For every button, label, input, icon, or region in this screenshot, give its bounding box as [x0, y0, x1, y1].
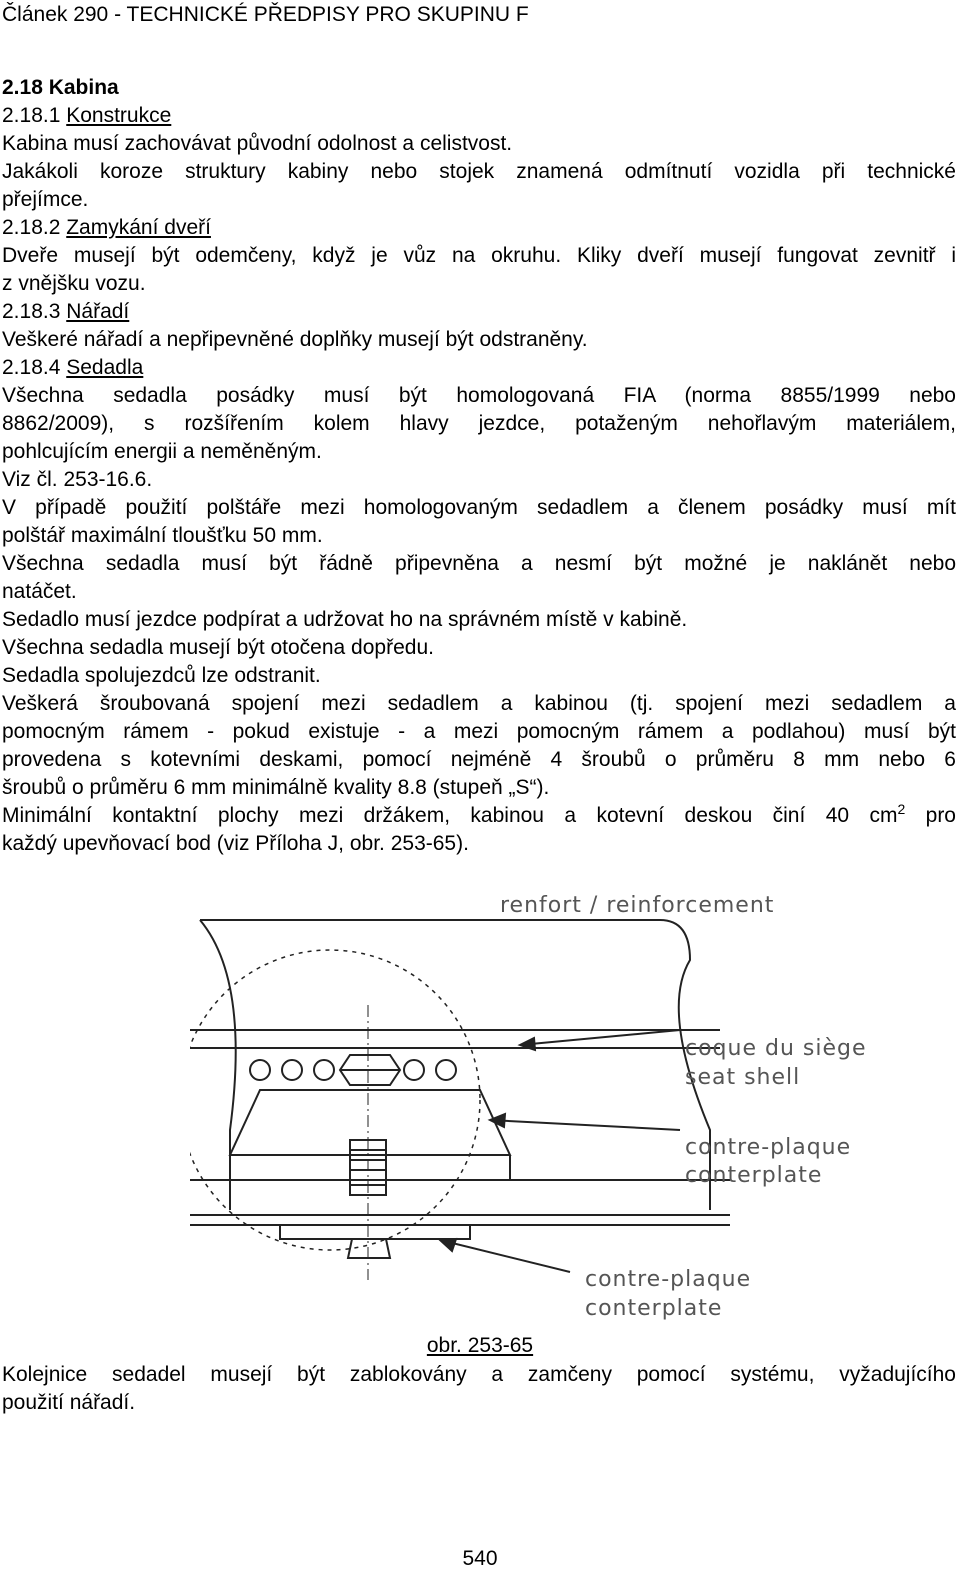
subsection-heading-construction	[2, 102, 956, 130]
paragraph-line: každý upevňovací bod (viz Příloha J, obr. 253-65).	[2, 832, 469, 855]
label-counterplate2-fr: contre-plaque	[585, 1267, 752, 1292]
subsection-heading-door-locking	[2, 214, 956, 242]
paragraph-line: Veškerá šroubovaná spojení mezi sedadlem a kabinou (tj. spojení mezi sedadlem a	[2, 692, 956, 715]
paragraph-line: Kabina musí zachovávat původní odolnost a celistvost.	[2, 132, 513, 155]
paragraph-line: provedena s kotevními deskami, pomocí nejméně 4 šroubů o průměru 8 mm nebo 6	[2, 748, 956, 771]
paragraph-line: Jakákoli koroze struktury kabiny nebo stojek znamená odmítnutí vozidla při technické	[2, 160, 956, 183]
label-counterplate2-en: conterplate	[585, 1296, 723, 1321]
paragraph-line: Všechna sedadla musejí být otočena dopředu.	[2, 636, 434, 659]
superscript: 2	[897, 801, 906, 817]
subsection-number: 2.18.1	[2, 104, 67, 127]
paragraph-line: Všechna sedadla musí být řádně připevněna a nesmí být možné je naklánět nebo	[2, 552, 956, 575]
paragraph-line: 8862/2009), s rozšířením kolem hlavy jezdce, potaženým nehořlavým materiálem,	[2, 412, 956, 435]
figure-caption: obr. 253-65	[426, 1334, 534, 1357]
paragraph-line: přejímce.	[2, 188, 89, 211]
subsection-number: 2.18.2	[2, 216, 67, 239]
paragraph-line: z vnějšku vozu.	[2, 272, 146, 295]
subsection-title: Konstrukce	[66, 104, 172, 127]
paragraph-line: Dveře musejí být odemčeny, když je vůz na okruhu. Kliky dveří musejí fungovat zevnitř i	[2, 244, 956, 267]
paragraph-line: Sedadlo musí jezdce podpírat a udržovat ho na správném místě v kabině.	[2, 608, 688, 631]
paragraph-line	[2, 802, 956, 830]
label-reinforcement: renfort / reinforcement	[500, 893, 775, 918]
paragraph-line: pohlcujícím energii a neměněným.	[2, 440, 322, 463]
subsection-number: 2.18.3	[2, 300, 67, 323]
paragraph-line: použití nářadí.	[2, 1391, 136, 1414]
paragraph-line: Veškeré nářadí a nepřipevněné doplňky musejí být odstraněny.	[2, 328, 588, 351]
page-number: 540	[462, 1547, 498, 1570]
paragraph-line: Kolejnice sedadel musejí být zablokovány a zamčeny pomocí systému, vyžadujícího	[2, 1363, 956, 1386]
paragraph-line: natáčet.	[2, 580, 77, 603]
paragraph-line: V případě použití polštáře mezi homologovaným sedadlem a členem posádky musí mít	[2, 496, 956, 519]
label-counterplate1-en: conterplate	[685, 1163, 823, 1188]
seat-mounting-drawing	[190, 880, 910, 1325]
paragraph-text: pro	[905, 804, 956, 827]
subsection-title: Nářadí	[66, 300, 130, 323]
section-heading: 2.18 Kabina	[2, 76, 119, 99]
paragraph-line: Viz čl. 253-16.6.	[2, 468, 153, 491]
label-seat-shell-en: seat shell	[685, 1065, 801, 1090]
label-counterplate1-fr: contre-plaque	[685, 1135, 852, 1160]
label-seat-shell-fr: coque du siège	[685, 1036, 867, 1061]
paragraph-line: polštář maximální tloušťku 50 mm.	[2, 524, 323, 547]
paragraph-text: Minimální kontaktní plochy mezi držákem, kabinou a kotevní deskou činí 40 cm	[2, 804, 898, 827]
subsection-title: Sedadla	[66, 356, 144, 379]
paragraph-line: Sedadla spolujezdců lze odstranit.	[2, 664, 321, 687]
subsection-title: Zamykání dveří	[66, 216, 211, 239]
paragraph-line: pomocným rámem - pokud existuje - a mezi pomocným rámem a podlahou) musí být	[2, 720, 956, 743]
paragraph-line: Všechna sedadla posádky musí být homologovaná FIA (norma 8855/1999 nebo	[2, 384, 956, 407]
subsection-heading-tools	[2, 298, 956, 326]
paragraph-line: šroubů o průměru 6 mm minimálně kvality 8.8 (stupeň „S“).	[2, 776, 550, 799]
subsection-number: 2.18.4	[2, 356, 67, 379]
subsection-heading-seats	[2, 354, 956, 382]
page-header: Článek 290 - TECHNICKÉ PŘEDPISY PRO SKUPINU F	[2, 3, 529, 26]
